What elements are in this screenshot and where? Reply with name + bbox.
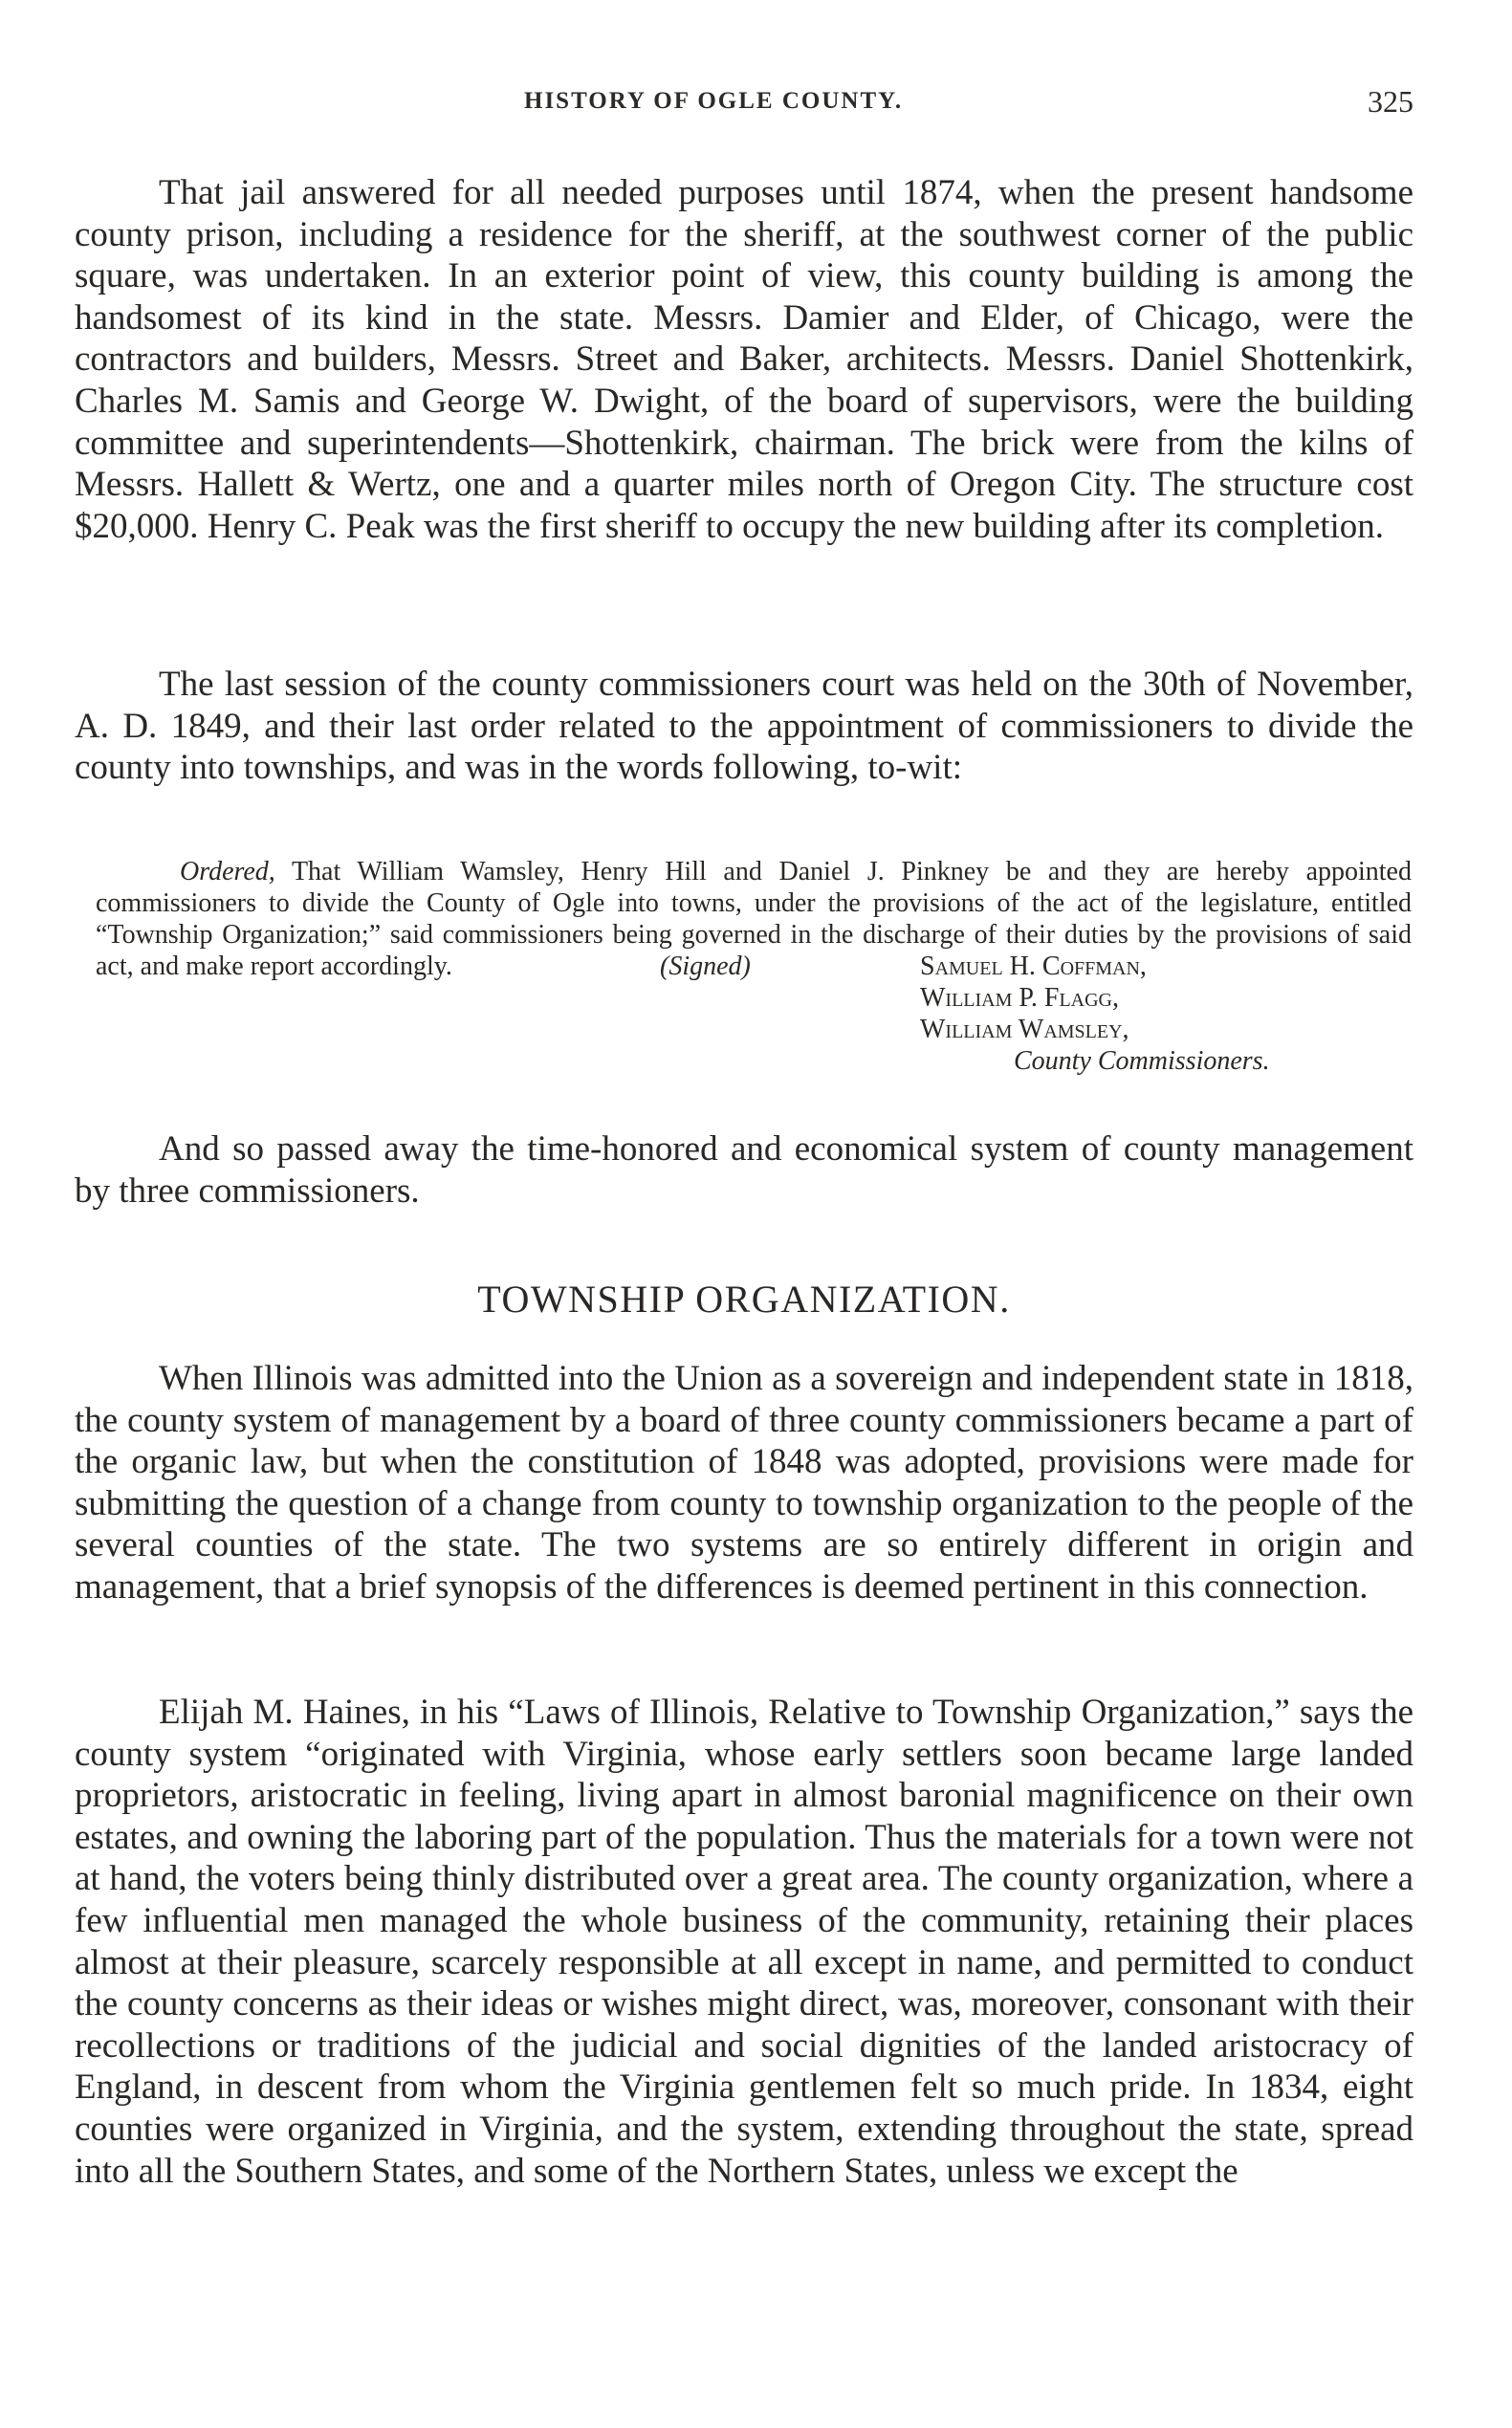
signatory-name: William P. Flagg, [920, 983, 1119, 1013]
signatory-name: William Wamsley, [920, 1015, 1129, 1044]
running-head [75, 84, 1413, 122]
running-title: HISTORY OF OGLE COUNTY. [524, 88, 904, 114]
paragraph-text: That jail answered for all needed purposes until 1874, when the present handsome county prison, including a residence for the sheriff, at the southwest corner of the public square, was undertaken. In an exterior point of view, this county building is among the handsomest of its kind in the state. Messrs. Damier and Elder, of Chicago, were the contractors and builders, Messrs. Street and Baker, architects. Messrs. Daniel Shottenkirk, Charles M. Samis and George W. Dwight, of the board of supervisors, were the building committee and superintendents—Shottenkirk, chairman. The brick were from the kilns of Messrs. Hallett & Wertz, one and a quarter miles north of Oregon City. The structure cost $20,000. Henry C. Peak was the first sheriff to occupy the new building after its completion. [75, 173, 1413, 546]
paragraph-text: Elijah M. Haines, in his “Laws of Illinois, Relative to Township Organization,” says the county system “originated with Virginia, whose early settlers soon became large landed proprietors, aristocratic in feeling, living apart in almost baronial magnificence on their own estates, and owning the laboring part of the population. Thus the materials for a town were not at hand, the voters being thinly distributed over a great area. The county organization, where a few influential men managed the whole business of the community, retaining their places almost at their pleasure, scarcely responsible at all except in name, and permitted to conduct the county concerns as their ideas or wishes might direct, was, moreover, consonant with their recollections or traditions of the judicial and social dignities of the landed aristocracy of England, in descent from whom the Virginia gentlemen felt so much pride. In 1834, eight counties were organized in Virginia, and the system, extending throughout the state, spread into all the Southern States, and some of the Northern States, unless we except the [75, 1693, 1413, 2191]
paragraph-passed-away [75, 1128, 1413, 1212]
signatory-title: County Commissioners. [1014, 1046, 1270, 1076]
signature-block [96, 952, 1412, 1116]
signed-label: (Signed) [660, 952, 751, 981]
paragraph-text: When Illinois was admitted into the Union as a sovereign and independent state in 1818, the county system of management by a board of three county commissioners became a part of the organic law, but when the constitution of 1848 was adopted, provisions were made for submitting the question of a change from county to township organization to the people of the several counties of the state. The two systems are so entirely different in origin and management, that a brief synopsis of the differences is deemed pertinent in this connection. [75, 1359, 1413, 1607]
paragraph-jail [75, 172, 1413, 547]
section-heading: TOWNSHIP ORGANIZATION. [477, 1278, 1011, 1321]
paragraph-last-session [75, 664, 1413, 789]
paragraph-illinois-admitted [75, 1358, 1413, 1608]
order-text [96, 856, 1412, 982]
paragraph-text: The last session of the county commissioners court was held on the 30th of November, A. D. 1849, and their last order related to the appointment of commissioners to divide the county into townships, and was in the words following, to-wit: [75, 665, 1413, 788]
commissioners-order-quote [96, 856, 1412, 1116]
ordered-word: Ordered, [180, 857, 275, 886]
order-body: That William Wamsley, Henry Hill and Daniel J. Pinkney be and they are hereby appointed commissioners to divide the County of Ogle into towns, under the provisions of the act of the legislature, entitled “Township Organization;” said commissioners being governed in the discharge of their duties by the provisions of said act, and make report accordingly. [96, 857, 1412, 981]
paragraph-text: And so passed away the time-honored and economical system of county management by three commissioners. [75, 1129, 1413, 1211]
page-number: 325 [1368, 84, 1413, 119]
paragraph-haines [75, 1692, 1413, 2192]
signatory-name: Samuel H. Coffman, [920, 952, 1147, 981]
